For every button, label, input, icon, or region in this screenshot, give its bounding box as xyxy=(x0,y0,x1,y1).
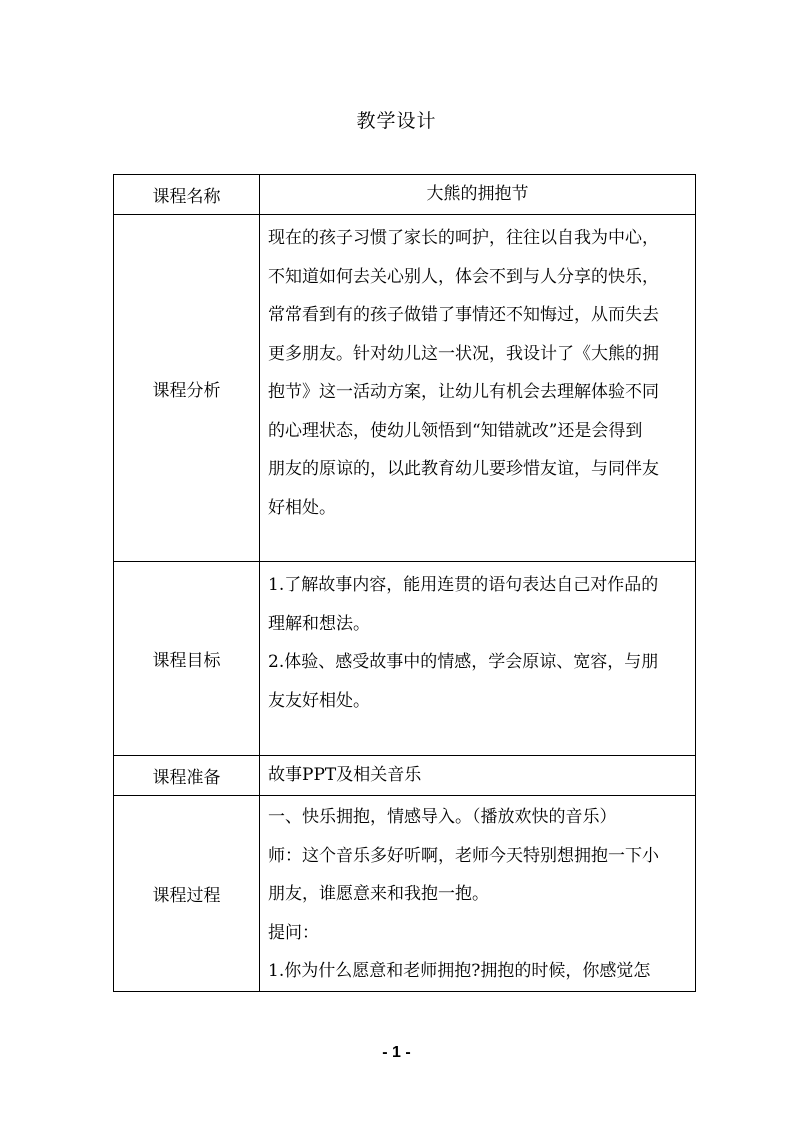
course-goals-label: 课程目标 xyxy=(114,562,260,756)
course-analysis-label: 课程分析 xyxy=(114,215,260,562)
analysis-line: 的心理状态，使幼儿领悟到“知错就改”还是会得到 xyxy=(268,420,643,441)
analysis-line: 抱节》这一活动方案，让幼儿有机会去理解体验不同 xyxy=(268,382,659,402)
course-prep-label: 课程准备 xyxy=(114,756,260,796)
course-process-content xyxy=(260,796,696,992)
process-line: 提问： xyxy=(268,922,319,943)
course-name-label: 课程名称 xyxy=(114,175,260,215)
goals-line: 2.体验、感受故事中的情感，学会原谅、宽容，与朋 xyxy=(268,652,659,672)
analysis-line: 朋友的原谅的，以此教育幼儿要珍惜友谊，与同伴友 xyxy=(268,459,659,479)
course-name-value: 大熊的拥抱节 xyxy=(260,175,696,215)
lesson-plan-table xyxy=(113,174,696,992)
table-row xyxy=(114,175,696,215)
table-row xyxy=(114,796,696,992)
table-row xyxy=(114,562,696,756)
analysis-line: 更多朋友。针对幼儿这一状况，我设计了《大熊的拥 xyxy=(268,343,659,364)
process-line: 师：这个音乐多好听啊，老师今天特别想拥抱一下小 xyxy=(268,845,659,866)
analysis-line: 现在的孩子习惯了家长的呵护，往往以自我为中心， xyxy=(268,228,659,248)
process-line: 朋友，谁愿意来和我抱一抱。 xyxy=(268,884,489,904)
goals-line: 友友好相处。 xyxy=(268,690,370,711)
process-line: 一、快乐拥抱，情感导入。（播放欢快的音乐） xyxy=(268,807,617,827)
analysis-line: 常常看到有的孩子做错了事情还不知悔过，从而失去 xyxy=(268,305,659,325)
table-row xyxy=(114,215,696,562)
course-goals-content xyxy=(260,562,696,756)
course-process-label: 课程过程 xyxy=(114,796,260,992)
page-number: - 1 - xyxy=(382,1044,411,1061)
analysis-line: 好相处。 xyxy=(268,497,336,518)
analysis-line: 不知道如何去关心别人，体会不到与人分享的快乐， xyxy=(268,266,659,287)
goals-line: 1.了解故事内容，能用连贯的语句表达自己对作品的 xyxy=(268,575,659,595)
course-analysis-content xyxy=(260,215,696,562)
process-line: 1.你为什么愿意和老师拥抱?拥抱的时候，你感觉怎 xyxy=(268,961,651,981)
goals-line: 理解和想法。 xyxy=(268,613,370,634)
course-prep-value: 故事PPT及相关音乐 xyxy=(260,756,696,796)
table-row xyxy=(114,756,696,796)
document-title: 教学设计 xyxy=(356,110,437,132)
